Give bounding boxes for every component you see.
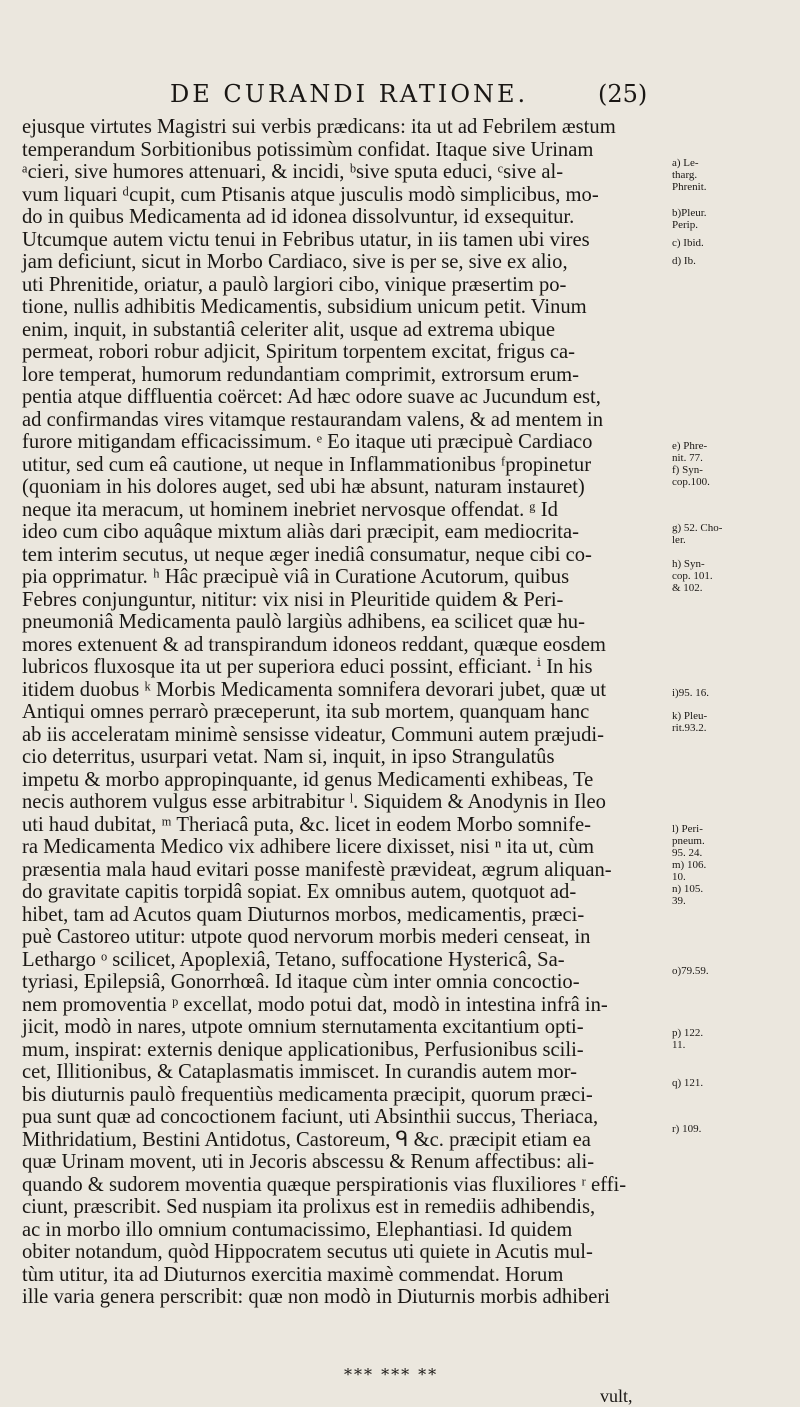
text-line: uti Phrenitide, oriatur, a paulò largiori cibo, vinique præsertim po- [22, 273, 567, 296]
text-line: quæ Urinam movent, uti in Jecoris abscessu & Renum affectibus: ali- [22, 1151, 595, 1173]
text-line: jicit, modò in nares, utpote omnium sternutamenta excitantium opti- [22, 1016, 584, 1038]
margin-note: f) Syn- [672, 464, 703, 476]
margin-note: rit.93.2. [672, 722, 707, 734]
text-line: utitur, sed cum eâ cautione, ut neque in Inflammationibus ᶠpropinetur [22, 453, 592, 476]
text-line: obiter notandum, quòd Hippocratem secutus uti quiete in Acutis mul- [22, 1241, 593, 1263]
text-line: mum, inspirat: externis denique applicationibus, Perfusionibus scili- [22, 1038, 584, 1061]
margin-note: g) 52. Cho- [672, 522, 723, 534]
margin-note: 10. [672, 871, 686, 883]
text-line: do gravitate capitis torpidâ sopiat. Ex omnibus autem, quotquot ad- [22, 881, 577, 903]
margin-note: p) 122. [672, 1027, 704, 1039]
margin-note: tharg. [672, 169, 698, 181]
text-line: do in quibus Medicamenta ad id idonea dissolvuntur, id exsequitur. [22, 206, 575, 228]
margin-note: 39. [672, 895, 686, 907]
text-line: lubricos fluxosque ita ut per superiora educi possint, efficiant. ⁱ In his [22, 656, 593, 678]
text-line: lore temperat, humorum redundantiam comprimit, extrorsum erum- [22, 363, 580, 386]
text-line: puè Castoreo utitur: utpote quod nervorum morbis mederi censeat, in [22, 926, 591, 948]
margin-note: r) 109. [672, 1123, 702, 1135]
margin-note: h) Syn- [672, 558, 705, 570]
text-line: quando & sudorem moventia quæque perspirationis vias fluxiliores ʳ effi- [22, 1173, 627, 1196]
text-line: ac in morbo illo omnium contumacissimo, Elephantiasi. Id quidem [22, 1218, 573, 1241]
text-line: tem interim secutus, ut neque æger inediâ consumatur, neque cibi co- [22, 543, 592, 566]
margin-note: cop.100. [672, 476, 710, 488]
text-line: jam deficiunt, sicut in Morbo Cardiaco, sive is per se, sive ex alio, [22, 251, 568, 273]
running-head: DE CURANDI RATIONE. [170, 80, 529, 108]
text-line: vum liquari ᵈcupit, cum Ptisanis atque jusculis modò simplicibus, mo- [22, 183, 599, 206]
margin-note: e) Phre- [672, 440, 708, 452]
margin-note: c) Ibid. [672, 237, 704, 249]
text-line: ra Medicamenta Medico vix adhibere licere dixisset, nisi ⁿ ita ut, cùm [22, 836, 595, 858]
text-line: impetu & morbo appropinquante, id genus Medicamenti exhibeas, Te [22, 768, 594, 791]
text-line: ejusque virtutes Magistri sui verbis prædicans: ita ut ad Febrilem æstum [22, 116, 616, 138]
margin-note: nit. 77. [672, 452, 703, 464]
margin-note: o)79.59. [672, 965, 709, 977]
margin-note: m) 106. [672, 859, 707, 871]
margin-note: l) Peri- [672, 823, 703, 835]
text-line: Lethargo ᵒ scilicet, Apoplexiâ, Tetano, suffocatione Hystericâ, Sa- [22, 948, 565, 971]
text-line: neque ita meracum, ut hominem inebriet nervosque offendat. ᵍ Id [22, 498, 558, 521]
page-number: (25) [598, 80, 648, 108]
text-line: ciunt, præscribit. Sed nuspiam ita prolixus est in remediis adhibendis, [22, 1196, 596, 1218]
text-line: ᵃcieri, sive humores attenuari, & incidi, ᵇsive sputa educi, ᶜsive al- [22, 161, 564, 183]
margin-note: d) Ib. [672, 255, 696, 267]
margin-note: pneum. [672, 835, 705, 847]
text-line: tùm utitur, ita ad Diuturnos exercitia maximè commendat. Horum [22, 1263, 564, 1286]
text-line: Utcumque autem victu tenui in Febribus utatur, in iis tamen ubi vires [22, 228, 590, 251]
catchword: vult, [600, 1386, 633, 1406]
text-line: uti haud dubitat, ᵐ Theriacâ puta, &c. licet in eodem Morbo somnife- [22, 813, 591, 836]
text-line: temperandum Sorbitionibus potissimùm confidat. Itaque sive Urinam [22, 138, 594, 161]
text-line: pneumoniâ Medicamenta paulò largiùs adhibens, ea scilicet quæ hu- [22, 611, 585, 633]
text-line: pua sunt quæ ad concoctionem faciunt, uti Absinthii succus, Theriaca, [22, 1106, 599, 1128]
text-line: Antiqui omnes perrarò præceperunt, ita sub mortem, quanquam hanc [22, 701, 590, 723]
text-line: nem promoventia ᵖ excellat, modo potui dat, modò in intestina infrâ in- [22, 993, 608, 1016]
text-line: furore mitigandam efficacissimum. ᵉ Eo itaque uti præcipuè Cardiaco [22, 431, 593, 453]
text-line: tyriasi, Epilepsiâ, Gonorrhœâ. Id itaque cùm inter omnia concoctio- [22, 971, 580, 993]
text-line: ad confirmandas vires vitamque restaurandam valens, & ad mentem in [22, 408, 604, 431]
margin-note: 11. [672, 1039, 686, 1051]
text-line: permeat, robori robur adjicit, Spiritum torpentem excitat, frigus ca- [22, 341, 575, 363]
text-line: itidem duobus ᵏ Morbis Medicamenta somnifera devorari jubet, quæ ut [22, 678, 607, 701]
margin-note: i)95. 16. [672, 687, 709, 699]
margin-note: Perip. [672, 219, 698, 231]
text-line: mores extenuent & ad transpirandum idoneos reddant, quæque eosdem [22, 633, 606, 656]
margin-note: k) Pleu- [672, 710, 708, 722]
body-text [22, 116, 662, 1309]
text-line: ideo cum cibo aquâque mixtum aliàs dari præcipit, eam mediocrita- [22, 521, 579, 543]
margin-note: 95. 24. [672, 847, 703, 859]
text-line: præsentia mala haud evitari posse manifestè prævideat, ægrum aliquan- [22, 858, 612, 881]
text-line: ab iis acceleratam minimè sensisse videatur, Communi autem præjudi- [22, 723, 604, 746]
margin-note: a) Le- [672, 157, 699, 169]
margin-note: cop. 101. [672, 570, 713, 582]
margin-note: ler. [672, 534, 686, 546]
text-line: cio deterritus, usurpari vetat. Nam si, inquit, in ipso Strangulatûs [22, 746, 555, 768]
margin-note: n) 105. [672, 883, 704, 895]
text-line: Mithridatium, Bestini Antidotus, Castoreum, ᑫ &c. præcipit etiam ea [22, 1128, 591, 1151]
text-line: bis diuturnis paulò frequentiùs medicamenta præcipit, quorum præci- [22, 1083, 593, 1106]
text-line: necis authorem vulgus esse arbitrabitur ˡ. Siquidem & Anodynis in Ileo [22, 791, 606, 813]
margin-note: Phrenit. [672, 181, 707, 193]
text-line: pia opprimatur. ʰ Hâc præcipuè viâ in Curatione Acutorum, quibus [22, 566, 570, 588]
text-line: Febres conjunguntur, nititur: vix nisi in Pleuritide quidem & Peri- [22, 588, 564, 611]
text-line: pentia atque diffluentia coërcet: Ad hæc odore suave ac Jucundum est, [22, 386, 601, 408]
text-line: (quoniam in his dolores auget, sed ubi hæ absunt, naturam instauret) [22, 476, 585, 498]
text-line: hibet, tam ad Acutos quam Diuturnos morbos, medicamentis, præci- [22, 903, 585, 926]
text-line: ille varia genera perscribit: quæ non modò in Diuturnis morbis adhiberi [22, 1286, 610, 1308]
margin-note: b)Pleur. [672, 207, 707, 219]
margin-note: & 102. [672, 582, 703, 594]
margin-note: q) 121. [672, 1077, 704, 1089]
signature-mark: *** *** ** [344, 1365, 439, 1384]
text-line: cet, Illitionibus, & Cataplasmatis immiscet. In curandis autem mor- [22, 1061, 577, 1083]
text-line: tione, nullis adhibitis Medicamentis, subsidium unicum petit. Vinum [22, 296, 587, 318]
text-line: enim, inquit, in substantiâ celeriter alit, usque ad extrema ubique [22, 318, 555, 341]
